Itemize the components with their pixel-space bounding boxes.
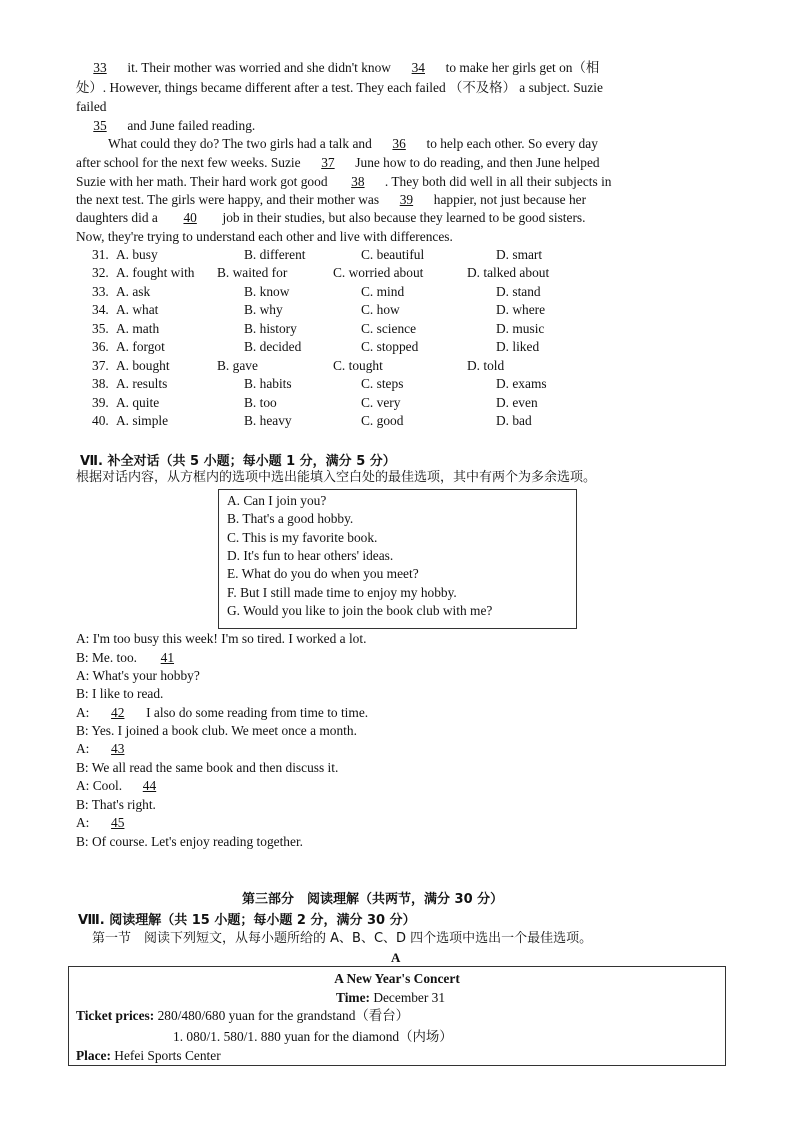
question-number: 37.: [92, 358, 109, 373]
option-b: B. heavy: [244, 413, 292, 428]
choice-e: E. What do you do when you meet?: [227, 566, 419, 581]
blank-33: 33: [93, 60, 107, 75]
option-b: B. why: [244, 302, 283, 317]
choice-d: D. It's fun to hear others' ideas.: [227, 548, 394, 563]
option-b: B. gave: [217, 358, 258, 373]
option-b: B. different: [244, 247, 306, 262]
blank-35: 35: [93, 118, 107, 133]
concert-title: A New Year's Concert: [334, 971, 460, 986]
passage-line: the next test. The girls were happy, and their mother was 39 happier, not just because her: [76, 192, 587, 207]
blank-43: 43: [111, 741, 125, 756]
option-d: D. music: [496, 321, 545, 336]
dialogue-line: B: Me. too. 41: [76, 650, 194, 666]
option-b: B. waited for: [217, 265, 288, 280]
option-d: D. told: [467, 358, 505, 373]
concert-prices: Ticket prices: 280/480/680 yuan for the grandstand（看台）: [76, 1008, 409, 1023]
option-d: D. bad: [496, 413, 532, 428]
option-c: C. science: [361, 321, 417, 336]
concert-box: [68, 966, 726, 1066]
option-c: C. good: [361, 413, 404, 428]
option-c: C. very: [361, 395, 401, 410]
option-d: D. liked: [496, 339, 540, 354]
dialogue-line: A: 42 I also do some reading from time to time.: [76, 705, 369, 720]
section-8-title: Ⅷ. 阅读理解（共 15 小题；每小题 2 分，满分 30 分）: [78, 913, 416, 928]
option-c: C. tought: [333, 358, 383, 373]
dialogue-line: A: Cool. 44: [76, 778, 173, 794]
blank-40: 40: [183, 210, 197, 225]
question-number: 33.: [92, 284, 109, 299]
dialogue-line: B: I like to read.: [76, 686, 164, 701]
option-a: A. busy: [116, 247, 158, 262]
blank-42: 42: [111, 705, 125, 720]
option-a: A. quite: [116, 395, 160, 410]
option-d: D. where: [496, 302, 546, 317]
dialogue-line: B: That's right.: [76, 797, 156, 812]
dialogue-line: A: 43: [76, 741, 143, 757]
choice-c: C. This is my favorite book.: [227, 530, 378, 545]
passage-line: after school for the next few weeks. Suzie 37 June how to do reading, and then June helped: [76, 155, 600, 170]
question-number: 38.: [92, 376, 109, 391]
option-c: C. beautiful: [361, 247, 425, 262]
blank-45: 45: [111, 815, 125, 830]
option-d: D. exams: [496, 376, 547, 391]
blank-39: 39: [399, 192, 414, 207]
option-a: A. fought with: [116, 265, 195, 280]
option-d: D. smart: [496, 247, 543, 262]
option-c: C. how: [361, 302, 400, 317]
dialogue-line: B: Yes. I joined a book club. We meet once a month.: [76, 723, 357, 738]
part-3-heading: 第三部分 阅读理解（共两节，满分 30 分）: [242, 892, 504, 907]
choice-f: F. But I still made time to enjoy my hobby.: [227, 585, 457, 600]
blank-34: 34: [411, 60, 425, 75]
question-number: 34.: [92, 302, 109, 317]
blank-37: 37: [321, 155, 335, 170]
dialogue-line: A: I'm too busy this week! I'm so tired. I worked a lot.: [76, 631, 367, 646]
option-a: A. ask: [116, 284, 151, 299]
concert-place: Place: Hefei Sports Center: [76, 1048, 221, 1063]
option-a: A. math: [116, 321, 160, 336]
option-b: B. too: [244, 395, 277, 410]
option-c: C. stopped: [361, 339, 419, 354]
blank-41: 41: [160, 650, 175, 665]
section-7-title: Ⅶ. 补全对话（共 5 小题；每小题 1 分，满分 5 分）: [80, 454, 396, 469]
option-d: D. even: [496, 395, 538, 410]
concert-prices-diamond: 1. 080/1. 580/1. 880 yuan for the diamond（内场）: [173, 1029, 453, 1044]
choice-g: G. Would you like to join the book club with me?: [227, 603, 493, 618]
option-b: B. know: [244, 284, 290, 299]
question-number: 31.: [92, 247, 109, 262]
option-a: A. what: [116, 302, 159, 317]
choice-box: [218, 489, 577, 629]
passage-label: A: [391, 950, 401, 965]
blank-38: 38: [351, 174, 365, 189]
option-a: A. results: [116, 376, 168, 391]
passage-line: daughters did a 40 job in their studies, but also because they learned to be good sisters.: [76, 210, 586, 225]
passage-line: 35 and June failed reading.: [76, 118, 255, 134]
option-b: B. history: [244, 321, 297, 336]
passage-line: failed: [76, 99, 107, 114]
blank-44: 44: [142, 778, 157, 793]
option-b: B. decided: [244, 339, 302, 354]
option-b: B. habits: [244, 376, 292, 391]
question-number: 36.: [92, 339, 109, 354]
dialogue-line: A: 45: [76, 815, 143, 831]
dialogue-line: A: What's your hobby?: [76, 668, 200, 683]
question-number: 40.: [92, 413, 109, 428]
passage-line: Suzie with her math. Their hard work got good 38 . They both did well in all their subjects in: [76, 174, 612, 189]
passage-line: What could they do? The two girls had a talk and 36 to help each other. So every day: [108, 136, 598, 151]
choice-b: B. That's a good hobby.: [227, 511, 354, 526]
passage-line: Now, they're trying to understand each other and live with differences.: [76, 229, 453, 244]
option-c: C. steps: [361, 376, 404, 391]
question-number: 35.: [92, 321, 109, 336]
choice-a: A. Can I join you?: [227, 493, 327, 508]
option-c: C. worried about: [333, 265, 424, 280]
passage-line: 33 it. Their mother was worried and she didn't know 34 to make her girls get on（相: [76, 60, 599, 76]
option-a: A. forgot: [116, 339, 165, 354]
option-c: C. mind: [361, 284, 405, 299]
section-instruction: 第一节 阅读下列短文，从每小题所给的 A、B、C、D 四个选项中选出一个最佳选项。: [92, 931, 593, 946]
dialogue-line: B: We all read the same book and then discuss it.: [76, 760, 339, 775]
option-d: D. talked about: [467, 265, 550, 280]
option-a: A. bought: [116, 358, 170, 373]
concert-time: Time: December 31: [336, 990, 446, 1005]
dialogue-line: B: Of course. Let's enjoy reading together.: [76, 834, 304, 849]
question-number: 39.: [92, 395, 109, 410]
question-number: 32.: [92, 265, 109, 280]
blank-36: 36: [392, 136, 406, 151]
option-d: D. stand: [496, 284, 541, 299]
section-7-instruction: 根据对话内容，从方框内的选项中选出能填入空白处的最佳选项，其中有两个为多余选项。: [76, 470, 597, 485]
passage-line: 处）. However, things became different after a test. They each failed （不及格） a subject. Suzie: [76, 80, 603, 95]
option-a: A. simple: [116, 413, 169, 428]
